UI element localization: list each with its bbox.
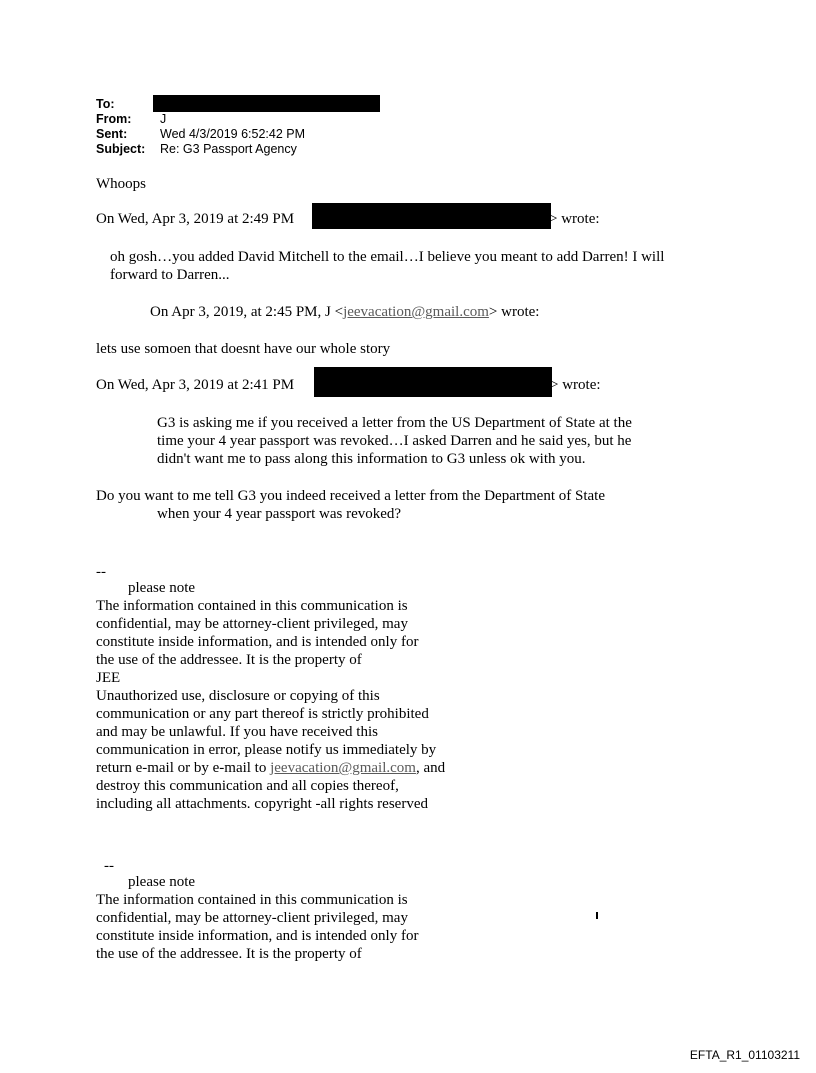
- msg4-line1: G3 is asking me if you received a letter from the US Department of State at the: [157, 415, 632, 431]
- signature1-email-link[interactable]: jeevacation@gmail.com: [270, 760, 416, 776]
- signature2-line: the use of the addressee. It is the property of: [96, 946, 362, 962]
- redaction-quote1: [312, 203, 551, 229]
- body-line-whoops: Whoops: [96, 176, 146, 192]
- subject-label: Subject:: [96, 142, 146, 156]
- stray-mark: [596, 912, 598, 919]
- signature1-line: The information contained in this communication is: [96, 598, 408, 614]
- signature1-email-prefix: return e-mail or by e-mail to: [96, 760, 271, 776]
- signature1-line: including all attachments. copyright -all rights reserved: [96, 796, 428, 812]
- redaction-to: [153, 95, 380, 112]
- to-label: To:: [96, 97, 115, 111]
- quote1-prefix: On Wed, Apr 3, 2019 at 2:49 PM: [96, 211, 295, 227]
- quote2-line: [150, 303, 539, 321]
- msg5-line2: when your 4 year passport was revoked?: [157, 506, 402, 522]
- signature2-dashes: --: [104, 858, 114, 874]
- subject-value: Re: G3 Passport Agency: [160, 142, 297, 156]
- signature2-note: please note: [128, 874, 196, 890]
- sent-value: Wed 4/3/2019 6:52:42 PM: [160, 127, 306, 141]
- signature1-line: confidential, may be attorney-client privileged, may: [96, 616, 408, 632]
- signature2-line: The information contained in this communication is: [96, 892, 408, 908]
- msg5-line1: Do you want to me tell G3 you indeed received a letter from the Department of State: [96, 488, 605, 504]
- signature2-line: confidential, may be attorney-client privileged, may: [96, 910, 408, 926]
- signature1-email-suffix: , and: [415, 760, 446, 776]
- msg2-line1: oh gosh…you added David Mitchell to the email…I believe you meant to add Darren! I will: [110, 249, 665, 265]
- quote1-suffix: > wrote:: [549, 211, 600, 227]
- signature2-line: constitute inside information, and is intended only for: [96, 928, 419, 944]
- sent-label: Sent:: [96, 127, 128, 141]
- signature1-line: JEE: [96, 670, 121, 686]
- msg4-line2: time your 4 year passport was revoked…I asked Darren and he said yes, but he: [157, 433, 632, 449]
- from-value: J: [160, 112, 167, 126]
- signature1-line: communication in error, please notify us immediately by: [96, 742, 437, 758]
- quote2-prefix: On Apr 3, 2019, at 2:45 PM, J <: [150, 304, 344, 320]
- signature1-note: please note: [128, 580, 196, 596]
- quote2-email-link[interactable]: jeevacation@gmail.com: [343, 304, 489, 320]
- msg3: lets use somoen that doesnt have our whole story: [96, 341, 391, 357]
- msg4-line3: didn't want me to pass along this information to G3 unless ok with you.: [157, 451, 586, 467]
- document-id: EFTA_R1_01103211: [689, 1048, 800, 1062]
- signature1-dashes: --: [96, 564, 106, 580]
- from-label: From:: [96, 112, 132, 126]
- signature1-line: and may be unlawful. If you have received this: [96, 724, 378, 740]
- quote2-suffix: > wrote:: [488, 304, 540, 320]
- signature1-line: destroy this communication and all copies thereof,: [96, 778, 399, 794]
- quote3-prefix: On Wed, Apr 3, 2019 at 2:41 PM: [96, 377, 295, 393]
- quote3-suffix: > wrote:: [550, 377, 601, 393]
- signature1-email-line: [96, 759, 445, 777]
- signature1-line: the use of the addressee. It is the property of: [96, 652, 362, 668]
- msg2-line2: forward to Darren...: [110, 267, 230, 283]
- signature1-line: communication or any part thereof is strictly prohibited: [96, 706, 429, 722]
- redaction-quote3: [314, 367, 552, 397]
- signature1-line: constitute inside information, and is intended only for: [96, 634, 419, 650]
- signature1-line: Unauthorized use, disclosure or copying of this: [96, 688, 380, 704]
